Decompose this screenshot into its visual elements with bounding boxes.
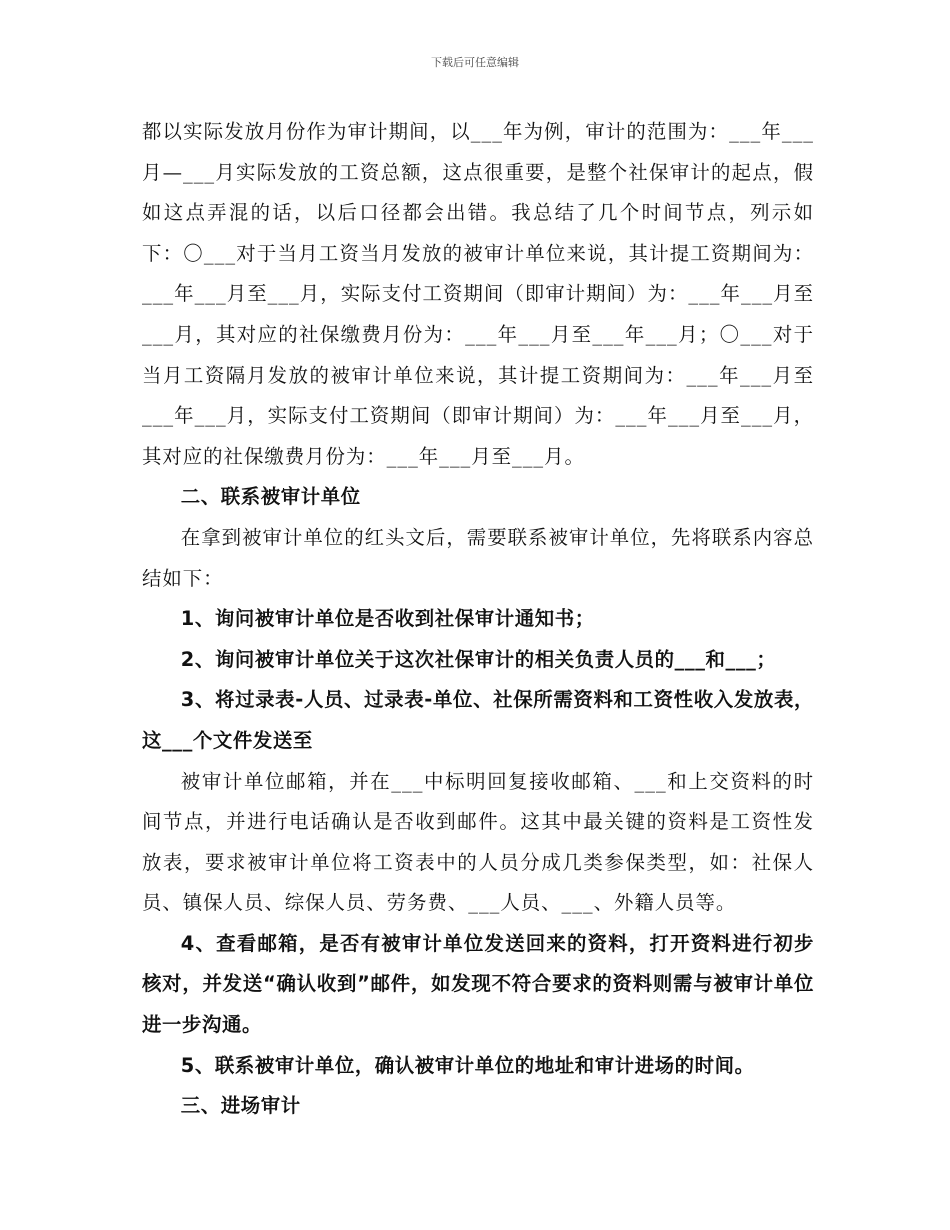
list-item-3: 3、将过录表-人员、过录表-单位、社保所需资料和工资性收入发放表，这___个文件发送至 [142, 688, 814, 752]
document-body [142, 112, 814, 1127]
section-heading-contact: 二、联系被审计单位 [180, 485, 361, 509]
list-item-4: 4、查看邮箱，是否有被审计单位发送回来的资料，打开资料进行初步核对，并发送“确认收到”邮件，如发现不符合要求的资料则需与被审计单位进一步沟通。 [142, 931, 814, 1037]
paragraph-audit-period: 都以实际发放月份作为审计期间，以___年为例，审计的范围为：___年___月—___月实际发放的工资总额，这点很重要，是整个社保审计的起点，假如这点弄混的话，以后口径都会出错。我总结了几个时间节点，列示如下：〇___对于当月工资当月发放的被审计单位来说，其计提工资期间为：___年___月至___月，实际支付工资期间（即审计期间）为：___年___月至___月，其对应的社保缴费月份为：___年___月至___年___月；〇___对于当月工资隔月发放的被审计单位来说，其计提工资期间为：___年___月至___年___月，实际支付工资期间（即审计期间）为：___年___月至___月，其对应的社保缴费月份为：___年___月至___月。 [142, 120, 814, 468]
paragraph-email-details: 被审计单位邮箱，并在___中标明回复接收邮箱、___和上交资料的时间节点，并进行电话确认是否收到邮件。这其中最关键的资料是工资性发放表，要求被审计单位将工资表中的人员分成几类参保类型，如：社保人员、镇保人员、综保人员、劳务费、___人员、___、外籍人员等。 [142, 769, 814, 915]
page-header-note: 下载后可任意编辑 [431, 56, 519, 69]
list-item-1: 1、询问被审计单位是否收到社保审计通知书； [180, 607, 595, 631]
paragraph-contact-intro: 在拿到被审计单位的红头文后，需要联系被审计单位，先将联系内容总结如下： [142, 525, 814, 590]
list-item-2: 2、询问被审计单位关于这次社保审计的相关负责人员的___和___； [180, 647, 777, 671]
list-item-5: 5、联系被审计单位，确认被审计单位的地址和审计进场的时间。 [180, 1053, 755, 1077]
section-heading-onsite-audit: 三、进场审计 [180, 1094, 301, 1118]
